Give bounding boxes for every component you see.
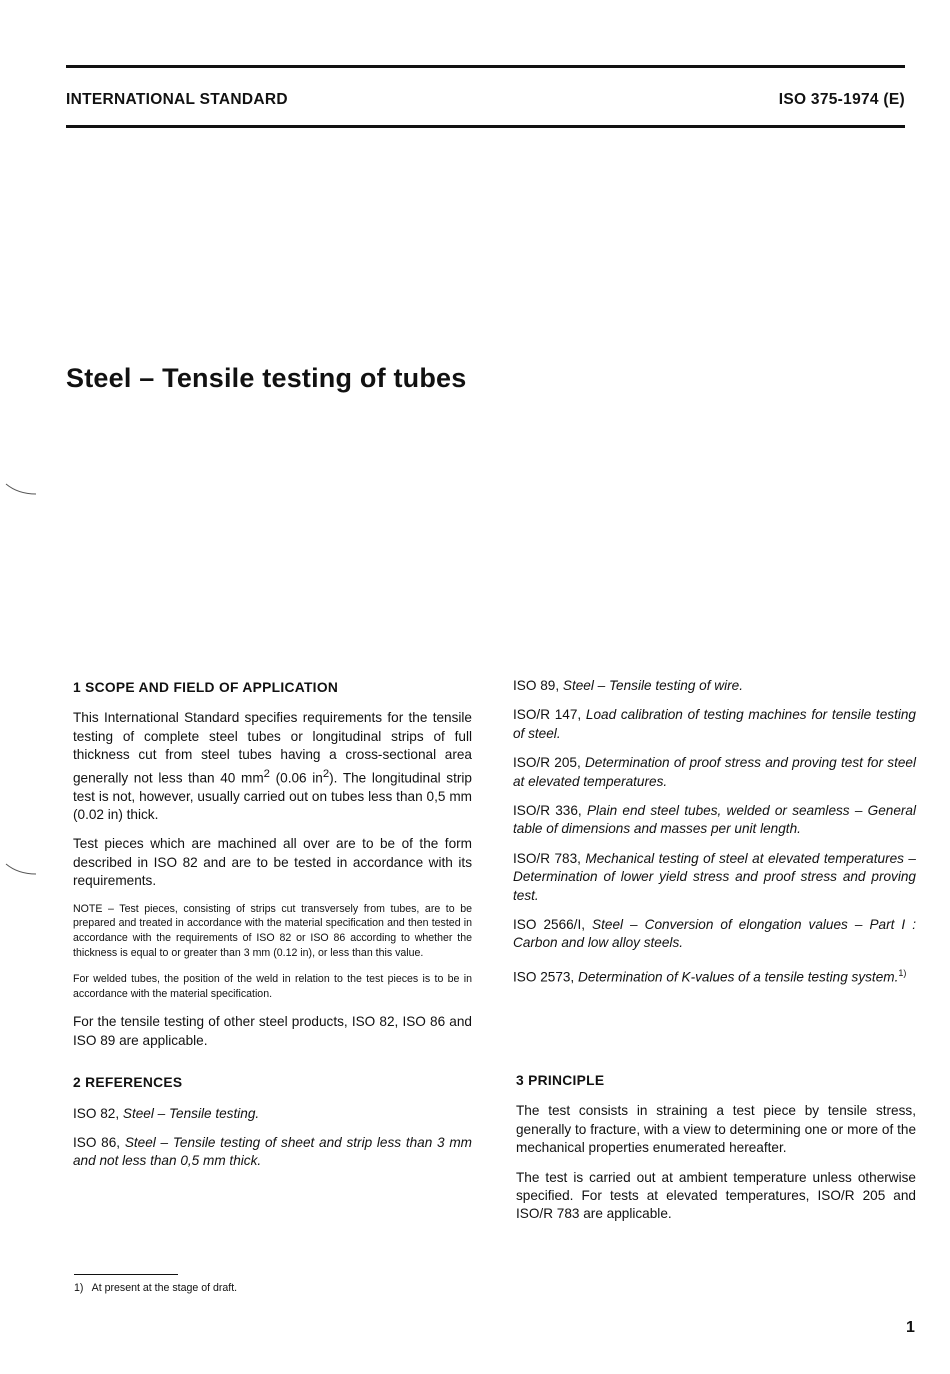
reference-item: ISO/R 147, Load calibration of testing machines for tensile testing of steel. <box>513 707 916 741</box>
margin-mark-icon <box>4 482 38 498</box>
reference-item: ISO 2566/I, Steel – Conversion of elongation values – Part I : Carbon and low alloy steels. <box>513 917 916 951</box>
footnote-rule <box>74 1274 178 1275</box>
page-number: 1 <box>906 1319 915 1336</box>
right-column <box>513 677 916 998</box>
section-2-heading: 2 REFERENCES <box>73 1075 183 1091</box>
reference-item: ISO 82, Steel – Tensile testing. <box>73 1105 260 1121</box>
reference-item: ISO/R 783, Mechanical testing of steel at elevated temperatures – Determination of lower yield stress and proof stress and proving test. <box>513 850 916 903</box>
reference-item: ISO 2573, Determination of K-values of a tensile testing system.$^{1)}$ <box>513 967 907 985</box>
section-1-heading: 1 SCOPE AND FIELD OF APPLICATION <box>73 680 339 695</box>
principle-paragraph-2: The test is carried out at ambient temperature unless otherwise specified. For tests at elevated temperatures, ISO/R 205 and ISO/R 783 are applicable. <box>516 1169 916 1222</box>
header-top-rule <box>66 65 905 68</box>
margin-mark-icon <box>4 862 38 878</box>
reference-item: ISO 86, Steel – Tensile testing of sheet and strip less than 3 mm and not less than 0,5 mm thick. <box>73 1135 472 1169</box>
header-left: INTERNATIONAL STANDARD <box>66 91 288 108</box>
reference-item: ISO/R 336, Plain end steel tubes, welded or seamless – General table of dimensions and masses per unit length. <box>513 803 916 837</box>
left-column <box>73 679 472 1182</box>
header-right: ISO 375-1974 (E) <box>778 91 905 108</box>
section-3-heading: 3 PRINCIPLE <box>516 1073 605 1088</box>
principle-paragraph-1: The test consists in straining a test piece by tensile stress, generally to fracture, with a view to determining one or more of the mechanical properties enumerated hereafter. <box>516 1103 916 1156</box>
reference-item: ISO/R 205, Determination of proof stress and proving test for steel at elevated temperatures. <box>513 755 916 789</box>
document-title: Steel – Tensile testing of tubes <box>66 363 467 393</box>
header-bottom-rule <box>66 125 905 128</box>
principle-section <box>516 1072 916 1235</box>
footnote-marker: 1) <box>898 967 907 978</box>
scope-paragraph-1: This International Standard specifies requirements for the tensile testing of complete steel tubes or longitudinal strips of full thickness cut from steel tubes having a cross-sectional area generally not less than 40 $mm^2$ (0.06 $in^2$). The longitudinal strip test is not, however, usually carried out on tubes less than 0,5 mm (0.02 in) thick. <box>73 710 472 822</box>
scope-note-2: For welded tubes, the position of the weld in relation to the test pieces is to be in accordance with the material specification. <box>73 972 472 1000</box>
scope-paragraph-2: Test pieces which are machined all over are to be of the form described in ISO 82 and are to be tested in accordance with its requirements. <box>73 836 472 889</box>
footnote: 1) At present at the stage of draft. <box>74 1282 238 1294</box>
scope-paragraph-3: For the tensile testing of other steel products, ISO 82, ISO 86 and ISO 89 are applicable. <box>73 1014 472 1048</box>
reference-item: ISO 89, Steel – Tensile testing of wire. <box>513 678 743 693</box>
scope-note-1: NOTE – Test pieces, consisting of strips cut transversely from tubes, are to be prepared and treated in accordance with the material specification and then tested in accordance with the requirements of ISO 82 or ISO 86 according to whether the thickness is equal to or greater than 3 mm (0.12 in), or less than this value. <box>73 902 472 959</box>
